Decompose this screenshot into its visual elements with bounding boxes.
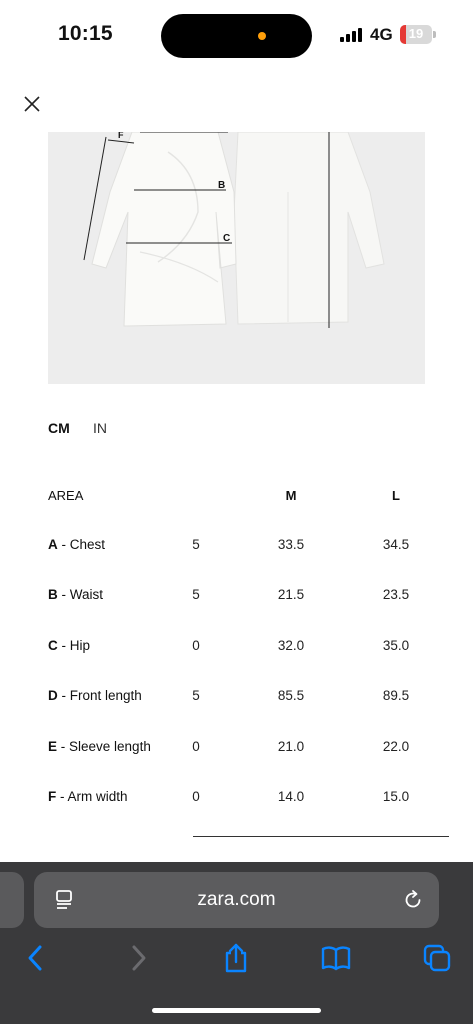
bookmarks-icon[interactable] xyxy=(320,942,352,974)
size-m-value: 32.0 xyxy=(277,638,305,653)
area-cell xyxy=(48,537,105,552)
area-letter: B xyxy=(48,587,58,602)
area-name: - Hip xyxy=(57,638,91,653)
size-s-value: 0 xyxy=(192,739,200,754)
browser-bottom-bar xyxy=(0,862,473,1024)
forward-icon[interactable] xyxy=(122,942,154,974)
area-cell xyxy=(48,688,142,703)
header-size-l: L xyxy=(392,488,400,503)
size-l-value: 15.0 xyxy=(382,789,410,804)
area-letter: F xyxy=(48,789,57,804)
label-c: C xyxy=(223,233,231,244)
network-type: 4G xyxy=(370,25,393,44)
size-l-value: 22.0 xyxy=(382,739,410,754)
area-name: - Front length xyxy=(57,688,142,703)
previous-tab-peek[interactable] xyxy=(0,872,24,928)
size-m-value: 21.5 xyxy=(277,587,305,602)
size-m-value: 14.0 xyxy=(277,789,305,804)
size-l-value: 89.5 xyxy=(382,688,410,703)
tabs-icon[interactable] xyxy=(421,942,453,974)
reload-icon[interactable] xyxy=(401,888,425,912)
size-s-value: 5 xyxy=(192,537,200,552)
size-l-value: 23.5 xyxy=(382,587,410,602)
area-cell xyxy=(48,739,151,754)
activity-indicator-dot xyxy=(258,32,266,40)
horizontal-scroll-indicator[interactable] xyxy=(193,836,449,837)
status-time: 10:15 xyxy=(58,22,113,45)
table-row xyxy=(0,789,473,819)
size-l-value: 34.5 xyxy=(382,537,410,552)
url-text: zara.com xyxy=(197,889,276,910)
table-row xyxy=(0,739,473,769)
battery-icon xyxy=(400,25,432,44)
address-bar[interactable] xyxy=(34,872,439,928)
area-letter: C xyxy=(48,638,58,653)
table-row xyxy=(0,587,473,617)
dynamic-island xyxy=(161,14,312,58)
area-cell xyxy=(48,789,128,804)
label-b: B xyxy=(218,180,226,191)
size-l-value: 35.0 xyxy=(382,638,410,653)
area-letter: D xyxy=(48,688,58,703)
signal-strength-icon xyxy=(340,28,364,42)
area-cell xyxy=(48,587,103,602)
battery-percent: 19 xyxy=(408,26,424,41)
header-size-m: M xyxy=(285,488,297,503)
unit-in-tab[interactable]: IN xyxy=(93,420,107,436)
share-icon[interactable] xyxy=(220,942,252,974)
area-letter: A xyxy=(48,537,58,552)
header-area: AREA xyxy=(48,488,84,503)
area-name: - Chest xyxy=(57,537,106,552)
close-button[interactable] xyxy=(20,92,44,116)
unit-cm-tab[interactable]: CM xyxy=(48,420,70,436)
product-measurement-image xyxy=(48,132,425,384)
back-icon[interactable] xyxy=(20,942,52,974)
close-icon xyxy=(20,92,44,116)
table-row xyxy=(0,688,473,718)
battery-cap xyxy=(433,31,436,38)
area-name: - Sleeve length xyxy=(57,739,151,754)
table-row xyxy=(0,537,473,567)
area-letter: E xyxy=(48,739,58,754)
area-cell xyxy=(48,638,90,653)
status-bar xyxy=(0,0,473,70)
size-s-value: 5 xyxy=(192,688,200,703)
size-s-value: 0 xyxy=(192,638,200,653)
dress-diagram xyxy=(48,132,425,384)
size-m-value: 21.0 xyxy=(277,739,305,754)
size-m-value: 85.5 xyxy=(277,688,305,703)
area-name: - Waist xyxy=(57,587,103,602)
home-indicator[interactable] xyxy=(152,1008,321,1013)
area-name: - Arm width xyxy=(56,789,128,804)
size-m-value: 33.5 xyxy=(277,537,305,552)
size-s-value: 5 xyxy=(192,587,200,602)
size-s-value: 0 xyxy=(192,789,200,804)
label-f: F xyxy=(118,132,124,140)
table-row xyxy=(0,638,473,668)
